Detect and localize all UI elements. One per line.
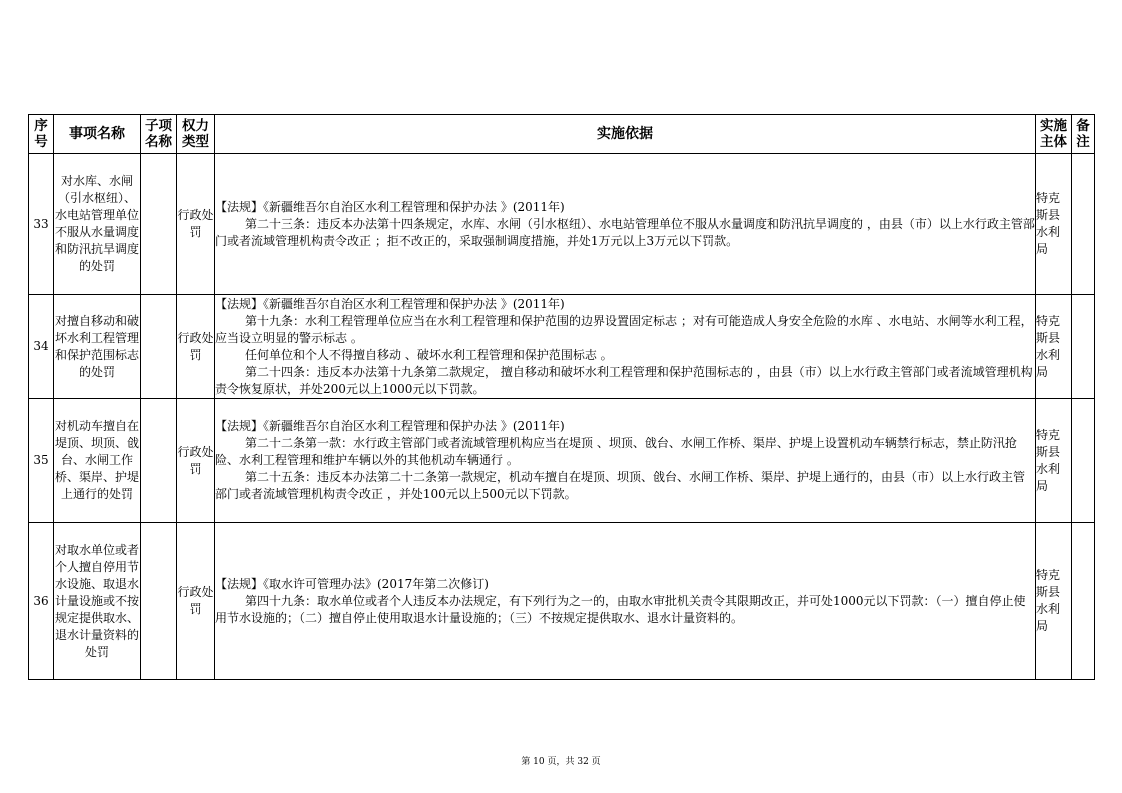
basis-article: 任何单位和个人不得擅自移动 、破坏水利工程管理和保护范围标志 。: [245, 347, 613, 362]
row-item-name: 对水库、水闸（引水枢纽）、水电站管理单位不服从水量调度和防汛抗旱调度的处罚: [54, 154, 141, 295]
header-basis: 实施依据: [215, 115, 1036, 154]
basis-article: 第十九条：水利工程管理单位应当在水利工程管理和保护范围的边界设置固定标志 ；对有可能造成人身安全危险的水库 、水电站、水闸等水利工程，应当设立明显的警示标志 。: [215, 313, 1033, 345]
row-item-name: 对取水单位或者个人擅自停用节水设施、取退水计量设施或不按规定提供取水、退水计量资料的处罚: [54, 523, 141, 680]
row-remark: [1072, 295, 1095, 399]
row-item-name: 对机动车擅自在堤顶、坝顶、戗台、水闸工作桥、渠岸、护堤上通行的处罚: [54, 399, 141, 523]
row-no: 35: [29, 399, 54, 523]
row-sub-item: [141, 154, 177, 295]
row-sub-item: [141, 295, 177, 399]
header-remark: 备注: [1072, 115, 1095, 154]
basis-law-title: 【法规】《新疆维吾尔自治区水利工程管理和保护办法 》(2011年): [215, 419, 565, 433]
basis-article: 第二十二条第一款：水行政主管部门或者流域管理机构应当在堤顶 、坝顶、戗台、水闸工作桥、渠岸、护堤上设置机动车辆禁行标志，禁止防汛抢险、水利工程管理和维护车辆以外的其他机动车辆通行 。: [215, 436, 1017, 467]
row-sub-item: [141, 399, 177, 523]
row-no: 36: [29, 523, 54, 680]
row-power-type: 行政处罚: [177, 523, 215, 680]
page-number: 第 10 页，共 32 页: [521, 757, 601, 767]
table-row: [29, 399, 1095, 523]
basis-article: 第四十九条：取水单位或者个人违反本办法规定，有下列行为之一的，由取水审批机关责令其限期改正，并可处1000元以下罚款：（一）擅自停止使用节水设施的；（二）擅自停止使用取退水计量设施的；（三）不按规定提供取水、退水计量资料的。: [215, 593, 1026, 625]
basis-article: 第二十五条：违反本办法第二十二条第一款规定，机动车擅自在堤顶、坝顶、戗台、水闸工作桥、渠岸、护堤上通行的，由县（市）以上水行政主管部门或者流域管理机构责令改正 ，并处100元以上500元以下罚款。: [215, 470, 1026, 501]
row-org: 特克斯县水利局: [1036, 154, 1072, 295]
row-basis: [215, 523, 1036, 680]
row-basis: [215, 295, 1036, 399]
row-basis: [215, 154, 1036, 295]
row-remark: [1072, 154, 1095, 295]
power-list-table: [28, 114, 1095, 680]
row-org: 特克斯县水利局: [1036, 295, 1072, 399]
basis-law-title: 【法规】《新疆维吾尔自治区水利工程管理和保护办法 》(2011年): [215, 199, 565, 214]
row-org: 特克斯县水利局: [1036, 399, 1072, 523]
row-remark: [1072, 399, 1095, 523]
basis-article: 第二十四条：违反本办法第十九条第二款规定， 擅自移动和破坏水利工程管理和保护范围标志的 ，由县（市）以上水行政主管部门或者流域管理机构责令恢复原状，并处200元以上1000元以下罚款。: [215, 364, 1033, 396]
row-item-name: 对擅自移动和破坏水利工程管理和保护范围标志的处罚: [54, 295, 141, 399]
row-no: 33: [29, 154, 54, 295]
basis-law-title: 【法规】《取水许可管理办法》(2017年第二次修订): [215, 576, 489, 591]
header-no: 序号: [29, 115, 54, 154]
table-row: [29, 523, 1095, 680]
basis-article: 第二十三条：违反本办法第十四条规定，水库、水闸（引水枢纽）、水电站管理单位不服从水量调度和防汛抗旱调度的 ，由县（市）以上水行政主管部门或者流域管理机构责令改正 ；拒不改正的，采取强制调度措施，并处1万元以上3万元以下罚款。: [215, 216, 1035, 248]
basis-law-title: 【法规】《新疆维吾尔自治区水利工程管理和保护办法 》(2011年): [215, 296, 565, 311]
header-power-type: 权力类型: [177, 115, 215, 154]
row-basis: [215, 399, 1036, 523]
row-power-type: 行政处罚: [177, 295, 215, 399]
table-header-row: [29, 115, 1095, 154]
row-no: 34: [29, 295, 54, 399]
row-sub-item: [141, 523, 177, 680]
row-remark: [1072, 523, 1095, 680]
table-row: [29, 295, 1095, 399]
header-item-name: 事项名称: [54, 115, 141, 154]
row-power-type: 行政处罚: [177, 399, 215, 523]
row-power-type: 行政处罚: [177, 154, 215, 295]
table-row: [29, 154, 1095, 295]
row-org: 特克斯县水利局: [1036, 523, 1072, 680]
header-sub-item: 子项名称: [141, 115, 177, 154]
header-org: 实施主体: [1036, 115, 1072, 154]
